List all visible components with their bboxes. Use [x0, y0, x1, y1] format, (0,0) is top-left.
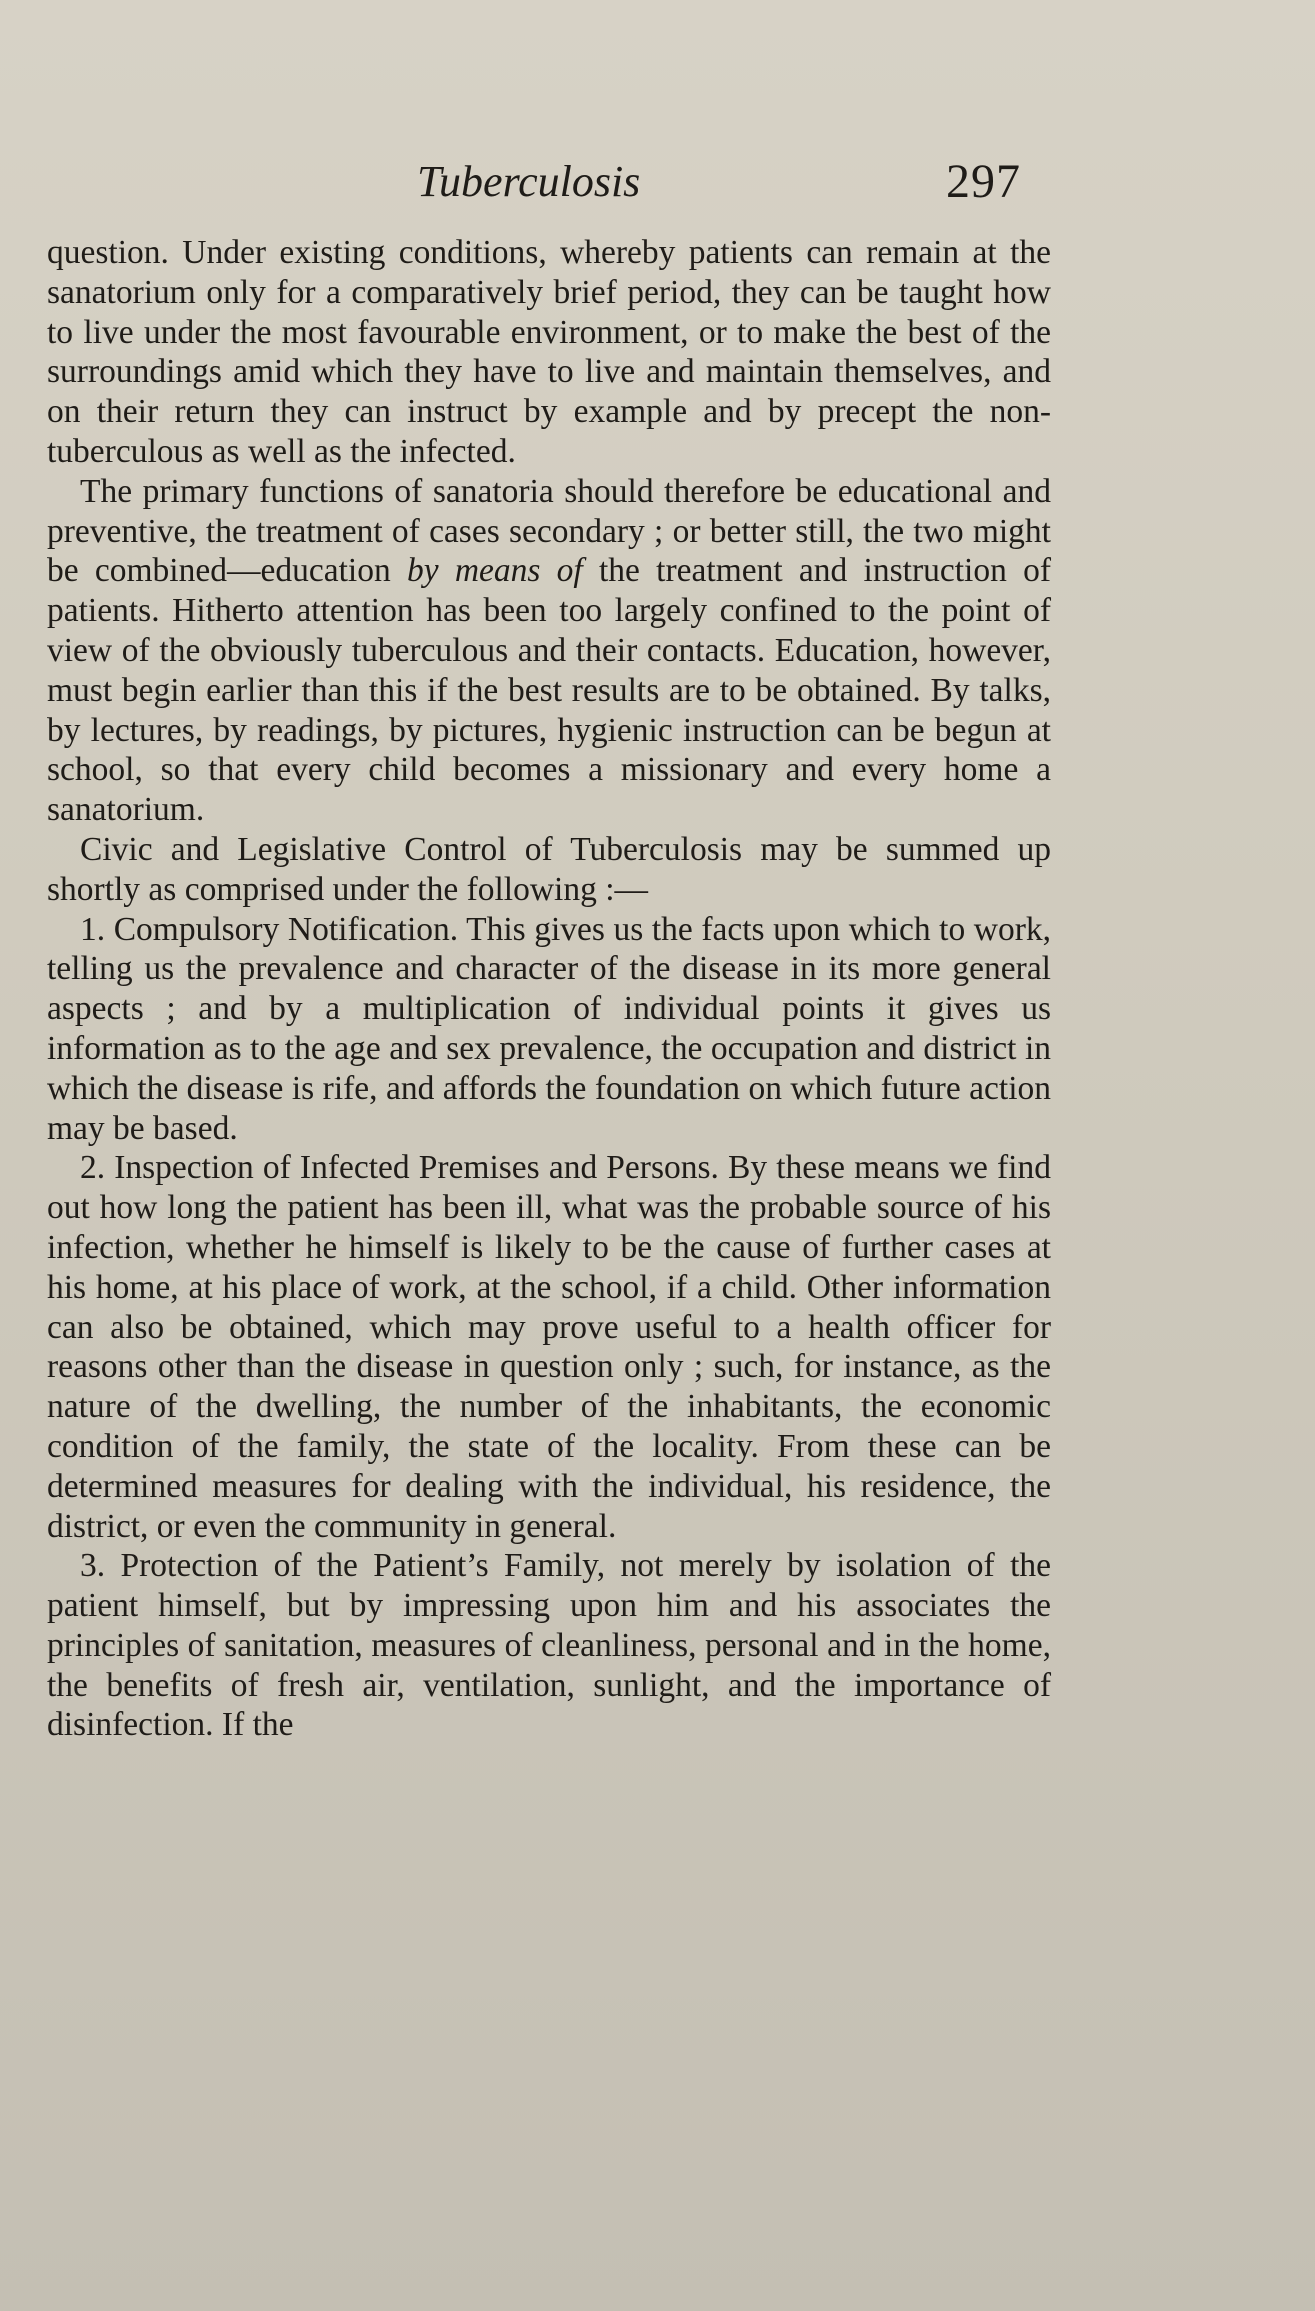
- page-header: [0, 150, 1315, 220]
- list-item-protection: 3. Protection of the Patient’s Family, not merely by isolation of the patient himself, but by impressing upon him and his associates the principles of sanitation, measures of cleanliness, personal and in the home, the benefits of fresh air, ventilation, sunlight, and the importance of disinfection. If the: [47, 1547, 1051, 1744]
- paragraph-civic-control: Civic and Legislative Control of Tuberculosis may be summed up shortly as comprised under the following :—: [47, 830, 1051, 908]
- list-item-inspection: 2. Inspection of Infected Premises and Persons. By these means we find out how long the patient has been ill, what was the probable source of his infection, whether he himself is likely to be the cause of further cases at his home, at his place of work, at the school, if a child. Other information can also be obtained, which may prove useful to a health officer for reasons other than the disease in question only ; such, for instance, as the nature of the dwelling, the number of the inhabitants, the economic condition of the family, the state of the locality. From these can be determined measures for dealing with the individual, his residence, the district, or even the community in general.: [47, 1149, 1051, 1545]
- running-title: Tuberculosis: [417, 157, 641, 206]
- paragraph-text: The primary functions of sanatoria should therefore be educational and preventive, the treatment of cases secondary ; or better still, the two might be combined—education: [47, 472, 1051, 590]
- paragraph-sanatoria-functions: [47, 472, 1051, 830]
- emphasis-text: by means of: [406, 552, 583, 590]
- paragraph-continuation: question. Under existing conditions, whereby patients can remain at the sanatorium only for a comparatively brief period, they can be taught how to live under the most favourable environment, or to make the best of the surroundings amid which they have to live and maintain themselves, and on their return they can instruct by example and by precept the non-tuberculous as well as the infected.: [47, 234, 1051, 470]
- page-number: 297: [946, 155, 1021, 208]
- paragraph-text: the treatment and instruction of patients. Hitherto attention has been too largely confined to the point of view of the obviously tuberculous and their contacts. Education, however, must begin earlier than this if the best results are to be obtained. By talks, by lectures, by readings, by pictures, hygienic instruction can be begun at school, so that every child becomes a missionary and every home a sanatorium.: [47, 552, 1052, 829]
- list-item-compulsory-notification: 1. Compulsory Notification. This gives us the facts upon which to work, telling us the prevalence and character of the disease in its more general aspects ; and by a multiplication of individual points it gives us information as to the age and sex prevalence, the occupation and district in which the disease is rife, and affords the foundation on which future action may be based.: [47, 910, 1051, 1147]
- body-text: [47, 233, 1051, 1745]
